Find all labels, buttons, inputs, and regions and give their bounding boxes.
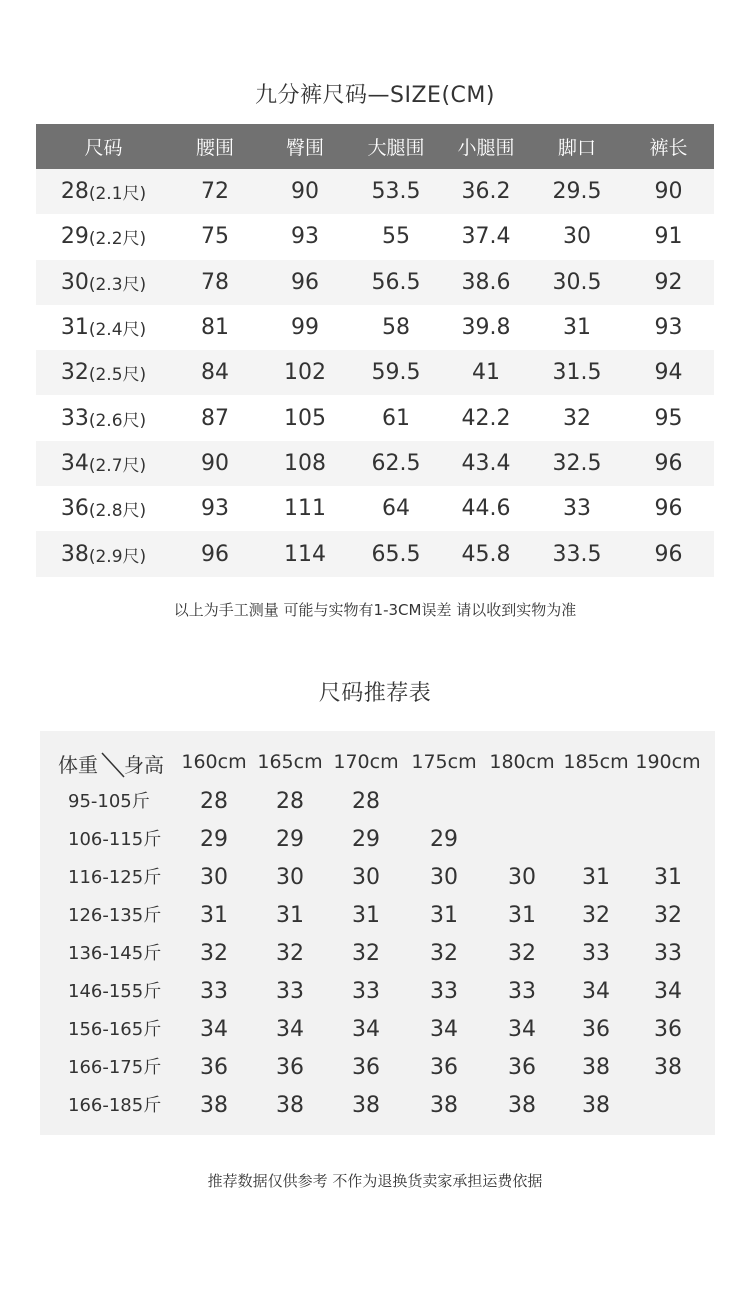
size-cell: 62.5 [371,450,421,476]
size-chi: (2.9尺) [88,546,147,567]
size-cell: 81 [201,315,229,341]
recommend-table [40,731,715,1135]
recommend-row [40,897,715,935]
measurement-note: 以上为手工测量 可能与实物有1-3CM误差 请以收到实物为准 [173,601,577,619]
recommend-size-cell: 38 [582,1055,610,1080]
recommend-size-cell: 31 [582,865,610,890]
size-row [36,350,714,395]
size-cell: 37.4 [461,224,511,250]
size-cell: 32 [563,405,591,431]
recommend-size-cell: 31 [276,903,304,928]
recommend-size-cell: 34 [582,979,610,1004]
weight-label: 95-105斤 [68,791,150,812]
recommend-size-cell [558,821,634,859]
recommend-size-cell: 33 [352,979,380,1004]
recommend-size-cell: 32 [582,903,610,928]
recommend-size-cell: 32 [352,941,380,966]
recommend-size-cell: 31 [508,903,536,928]
recommend-size-cell: 32 [508,941,536,966]
size-value: 28 [60,179,89,205]
size-chi: (2.3尺) [88,274,147,295]
recommend-row [40,1049,715,1087]
size-cell: 94 [654,360,683,386]
recommend-size-cell: 34 [352,1017,380,1042]
size-row [36,531,714,576]
size-cell: 42.2 [461,405,511,431]
header-length: 裤长 [649,137,688,159]
size-chart-title: 九分裤尺码—SIZE(CM) [255,83,495,108]
size-label-cell [36,350,171,395]
size-row [36,169,714,214]
size-cell: 96 [654,541,683,567]
recommend-size-cell: 33 [582,941,610,966]
size-cell: 91 [654,224,683,250]
recommend-row [40,1087,715,1125]
recommend-size-cell: 38 [582,1093,610,1118]
size-label-cell [36,531,171,576]
height-header: 180cm [489,751,555,773]
recommend-size-cell: 38 [276,1093,304,1118]
recommend-row [40,1011,715,1049]
recommend-size-cell: 36 [276,1055,304,1080]
size-label-cell [36,169,171,214]
size-value: 31 [60,315,89,341]
weight-label: 136-145斤 [68,943,162,964]
size-cell: 33.5 [552,541,602,567]
height-header: 170cm [333,751,399,773]
diagonal-divider [100,751,126,779]
size-cell: 30 [563,224,591,250]
size-chi: (2.5尺) [88,365,147,386]
size-cell: 90 [201,450,229,476]
recommend-size-cell: 36 [654,1017,682,1042]
recommend-row [40,783,715,821]
size-chi: (2.8尺) [88,501,147,522]
recommend-size-cell [558,783,634,821]
footer-note: 推荐数据仅供参考 不作为退换货卖家承担运费依据 [207,1172,543,1190]
size-label-cell [36,214,171,259]
recommend-size-cell: 36 [508,1055,536,1080]
recommend-size-cell: 32 [430,941,458,966]
recommend-row [40,859,715,897]
size-cell: 65.5 [371,541,421,567]
recommend-size-cell: 33 [430,979,458,1004]
recommend-size-cell: 38 [200,1093,228,1118]
recommend-size-cell [630,1087,706,1125]
size-cell: 84 [201,360,229,386]
size-cell: 92 [654,269,683,295]
size-value: 29 [60,224,89,250]
header-size: 尺码 [84,137,123,159]
size-cell: 33 [563,496,591,522]
header-leg-opening: 脚口 [557,137,596,159]
recommend-size-cell: 31 [200,903,228,928]
size-label-cell [36,441,171,486]
size-cell: 87 [201,405,229,431]
size-value: 38 [60,541,89,567]
recommend-size-cell [406,783,482,821]
weight-label: 106-115斤 [68,829,162,850]
weight-label: 146-155斤 [68,981,162,1002]
recommend-size-cell: 34 [508,1017,536,1042]
size-cell: 78 [201,269,229,295]
size-value: 32 [60,360,89,386]
size-cell: 55 [382,224,410,250]
recommend-size-cell: 30 [352,865,380,890]
recommend-size-cell [484,783,560,821]
size-row [36,395,714,440]
size-cell: 44.6 [461,496,511,522]
size-cell: 64 [382,496,410,522]
recommend-row [40,821,715,859]
size-table-header [36,124,714,169]
size-cell: 75 [201,224,229,250]
recommend-size-cell: 38 [352,1093,380,1118]
weight-label: 166-185斤 [68,1095,162,1116]
recommend-size-cell: 28 [352,789,380,814]
recommend-size-cell: 36 [352,1055,380,1080]
corner-cell [58,749,170,779]
size-cell: 31 [563,315,591,341]
recommend-size-cell: 28 [276,789,304,814]
size-cell: 96 [291,269,319,295]
size-table [36,124,714,577]
size-value: 33 [60,405,89,431]
size-cell: 53.5 [371,179,421,205]
size-cell: 59.5 [371,360,421,386]
size-row [36,441,714,486]
recommend-size-cell: 36 [200,1055,228,1080]
size-cell: 32.5 [552,450,602,476]
size-cell: 102 [284,360,326,386]
size-cell: 93 [654,315,683,341]
recommend-size-cell: 32 [654,903,682,928]
size-chi: (2.4尺) [88,320,147,341]
size-value: 30 [60,269,89,295]
recommend-size-cell: 33 [200,979,228,1004]
header-hip: 臀围 [285,137,324,159]
size-label-cell [36,305,171,350]
size-chi: (2.1尺) [88,184,147,205]
recommend-size-cell: 31 [352,903,380,928]
size-row [36,486,714,531]
size-cell: 99 [291,315,319,341]
size-cell: 31.5 [552,360,602,386]
recommend-size-cell [484,821,560,859]
recommend-size-cell: 30 [508,865,536,890]
size-cell: 45.8 [461,541,511,567]
size-cell: 30.5 [552,269,602,295]
recommend-size-cell: 34 [200,1017,228,1042]
size-chi: (2.2尺) [88,229,147,250]
recommend-row [40,935,715,973]
recommend-size-cell: 34 [276,1017,304,1042]
recommend-size-cell: 36 [582,1017,610,1042]
recommend-size-cell: 38 [508,1093,536,1118]
size-cell: 96 [654,450,683,476]
recommend-size-cell: 29 [430,827,458,852]
size-cell: 105 [284,405,326,431]
recommend-size-cell: 38 [654,1055,682,1080]
size-chi: (2.7尺) [88,455,147,476]
corner-height-label: 身高 [124,753,164,777]
recommend-size-cell: 30 [430,865,458,890]
recommend-size-cell: 38 [430,1093,458,1118]
recommend-size-cell: 34 [654,979,682,1004]
recommend-size-cell: 31 [430,903,458,928]
size-chi: (2.6尺) [88,410,147,431]
recommend-title: 尺码推荐表 [318,681,432,706]
size-row [36,260,714,305]
weight-label: 126-135斤 [68,905,162,926]
size-cell: 90 [291,179,319,205]
weight-label: 166-175斤 [68,1057,162,1078]
size-cell: 93 [291,224,319,250]
size-label-cell [36,260,171,305]
recommend-size-cell: 31 [654,865,682,890]
size-cell: 96 [201,541,229,567]
height-header: 185cm [563,751,629,773]
size-cell: 93 [201,496,229,522]
recommend-row [40,973,715,1011]
recommend-size-cell: 29 [200,827,228,852]
recommend-size-cell: 32 [200,941,228,966]
recommend-size-cell: 28 [200,789,228,814]
corner-weight-label: 体重 [58,753,98,777]
weight-label: 116-125斤 [68,867,162,888]
height-header: 190cm [635,751,701,773]
size-value: 36 [60,496,89,522]
height-header: 165cm [257,751,323,773]
height-header: 175cm [411,751,477,773]
size-row [36,214,714,259]
height-header: 160cm [181,751,247,773]
recommend-size-cell: 30 [276,865,304,890]
header-calf: 小腿围 [457,137,515,159]
recommend-size-cell: 33 [276,979,304,1004]
size-value: 34 [60,450,89,476]
size-cell: 56.5 [371,269,421,295]
recommend-size-cell [630,821,706,859]
recommend-size-cell: 29 [352,827,380,852]
size-cell: 90 [654,179,683,205]
size-cell: 72 [201,179,229,205]
size-cell: 96 [654,496,683,522]
size-cell: 36.2 [461,179,511,205]
size-label-cell [36,395,171,440]
weight-label: 156-165斤 [68,1019,162,1040]
size-label-cell [36,486,171,531]
size-cell: 43.4 [461,450,511,476]
recommend-size-cell [630,783,706,821]
size-row [36,305,714,350]
size-table-body [36,169,714,577]
size-cell: 61 [382,405,410,431]
size-cell: 111 [284,496,326,522]
size-cell: 114 [284,541,326,567]
recommend-size-cell: 34 [430,1017,458,1042]
recommend-size-cell: 29 [276,827,304,852]
size-cell: 58 [382,315,410,341]
recommend-size-cell: 33 [654,941,682,966]
header-thigh: 大腿围 [367,137,425,159]
size-cell: 95 [654,405,683,431]
size-cell: 38.6 [461,269,511,295]
size-cell: 41 [472,360,500,386]
header-waist: 腰围 [195,137,234,159]
recommend-size-cell: 32 [276,941,304,966]
size-cell: 29.5 [552,179,602,205]
recommend-size-cell: 36 [430,1055,458,1080]
recommend-size-cell: 33 [508,979,536,1004]
size-cell: 108 [284,450,326,476]
recommend-size-cell: 30 [200,865,228,890]
size-cell: 39.8 [461,315,511,341]
